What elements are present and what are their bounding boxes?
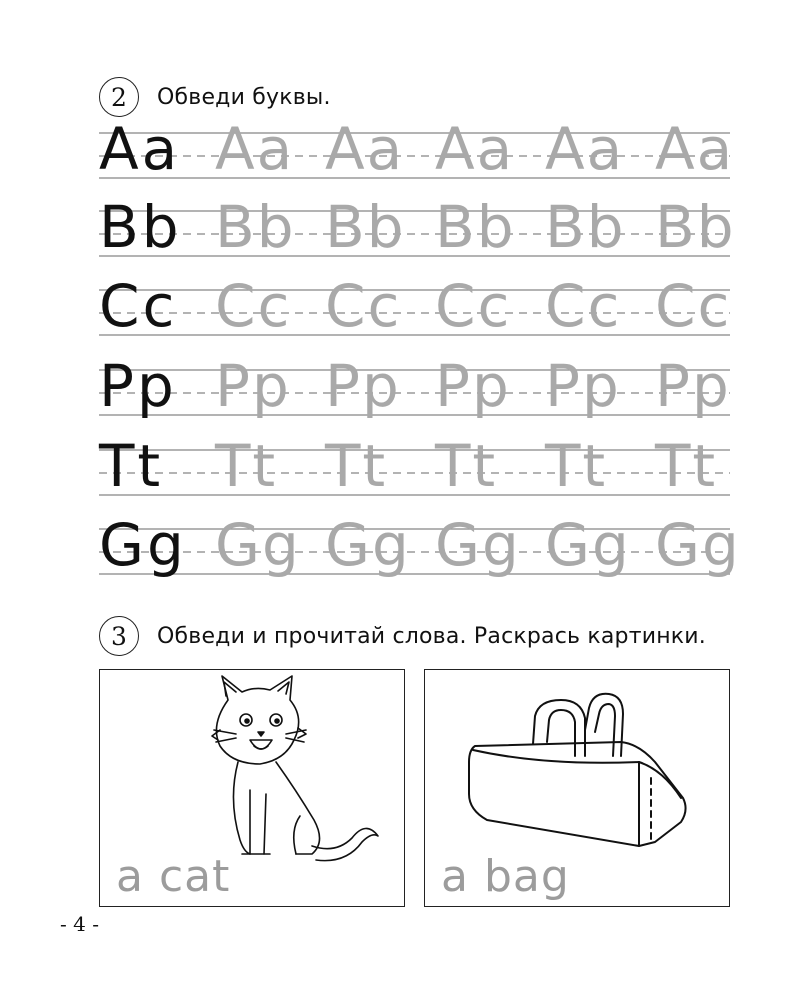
model-letters: Bb	[99, 193, 182, 261]
trace-letters[interactable]: Cc	[655, 272, 732, 340]
letter-row	[0, 272, 800, 343]
trace-letters[interactable]: Pp	[655, 352, 731, 420]
trace-letters[interactable]: Pp	[435, 352, 511, 420]
word-label: a bag	[441, 851, 570, 902]
page-number: - 4 -	[60, 912, 99, 936]
trace-letters[interactable]: Bb	[655, 193, 736, 261]
picture-box-bag	[424, 669, 730, 907]
task-instruction: Обведи буквы.	[157, 84, 331, 110]
trace-letters[interactable]: Bb	[545, 193, 626, 261]
picture-box-cat	[99, 669, 405, 907]
trace-letters[interactable]: Gg	[325, 511, 411, 579]
model-letters: Cc	[99, 272, 178, 340]
trace-letters[interactable]: Tt	[435, 432, 498, 500]
trace-letters[interactable]: Pp	[325, 352, 401, 420]
trace-letters[interactable]: Bb	[325, 193, 406, 261]
model-letters: Aa	[99, 115, 181, 183]
trace-letters[interactable]: Gg	[435, 511, 521, 579]
trace-letters[interactable]: Cc	[545, 272, 622, 340]
letter-row	[0, 352, 800, 423]
task-number-badge: 3	[99, 616, 139, 656]
model-letters: Gg	[99, 511, 187, 579]
task-3-header	[99, 616, 706, 656]
trace-letters[interactable]: Pp	[545, 352, 621, 420]
trace-letters[interactable]: Bb	[435, 193, 516, 261]
trace-letters[interactable]: Cc	[215, 272, 292, 340]
trace-letters[interactable]: Cc	[325, 272, 402, 340]
trace-letters[interactable]: Tt	[655, 432, 718, 500]
task-number-badge: 2	[99, 77, 139, 117]
letter-row	[0, 511, 800, 582]
trace-letters[interactable]: Pp	[215, 352, 291, 420]
trace-letters[interactable]: Gg	[655, 511, 741, 579]
model-letters: Pp	[99, 352, 177, 420]
trace-letters[interactable]: Tt	[215, 432, 278, 500]
trace-letters[interactable]: Gg	[545, 511, 631, 579]
letter-row	[0, 193, 800, 264]
trace-letters[interactable]: Aa	[435, 115, 515, 183]
model-letters: Tt	[99, 432, 164, 500]
trace-letters[interactable]: Aa	[325, 115, 405, 183]
letter-row	[0, 115, 800, 186]
trace-letters[interactable]: Tt	[545, 432, 608, 500]
trace-letters[interactable]: Bb	[215, 193, 296, 261]
trace-letters[interactable]: Aa	[655, 115, 735, 183]
task-instruction: Обведи и прочитай слова. Раскрась картинки.	[157, 623, 706, 649]
trace-letters[interactable]: Aa	[215, 115, 295, 183]
trace-letters[interactable]: Tt	[325, 432, 388, 500]
word-label: a cat	[116, 851, 231, 902]
trace-letters[interactable]: Cc	[435, 272, 512, 340]
letter-row	[0, 432, 800, 503]
trace-letters[interactable]: Gg	[215, 511, 301, 579]
trace-letters[interactable]: Aa	[545, 115, 625, 183]
